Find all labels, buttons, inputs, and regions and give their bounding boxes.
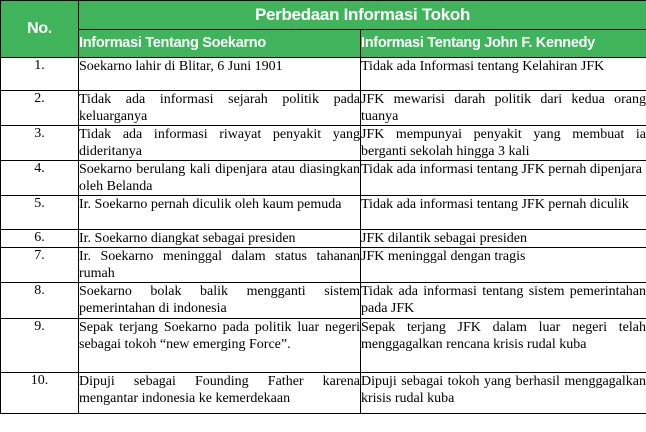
row-number: 6. [1,230,79,248]
soekarno-info-cell: Tidak ada informasi riwayat penyakit yang dideritanya [79,127,360,159]
header-row-top [1,1,646,30]
jfk-info-cell: JFK meninggal dengan tragis [361,248,646,283]
row-number: 1. [1,58,79,91]
soekarno-info-cell: Soekarno lahir di Blitar, 6 Juni 1901 [79,58,361,91]
soekarno-info-cell: Dipuji sebagai Founding Father karena mengantar indonesia ke kemerdekaan [79,373,361,414]
jfk-info-cell: Tidak ada informasi tentang JFK pernah dipenjara [361,161,646,196]
table-row [1,373,646,414]
jfk-info-cell: Dipuji sebagai tokoh yang berhasil menggagalkan krisis rudal kuba [361,373,646,414]
row-number: 7. [1,248,79,283]
soekarno-info-cell: Sepak terjang Soekarno pada politik luar negeri sebagai tokoh “new emerging Force”. [79,319,361,373]
row-number: 8. [1,283,79,319]
table-row [1,196,646,230]
table-row [1,248,646,283]
row-number: 4. [1,161,79,196]
column-header-soekarno: Informasi Tentang Soekarno [79,29,361,58]
jfk-info-cell: Sepak terjang JFK dalam luar negeri telah menggagalkan rencana krisis rudal kuba [361,319,646,373]
row-number: 9. [1,319,79,373]
jfk-info-cell: Tidak ada Informasi tentang Kelahiran JFK [361,58,646,91]
column-header-no: No. [1,1,79,58]
jfk-info-cell: JFK mewarisi darah politik dari kedua orang tuanya [361,92,646,124]
soekarno-info-cell: Tidak ada informasi sejarah politik pada keluarganya [79,92,360,124]
soekarno-info-cell: Soekarno berulang kali dipenjara atau diasingkan oleh Belanda [79,162,360,194]
soekarno-info-cell: Ir. Soekarno meninggal dalam status tahanan rumah [79,249,360,281]
jfk-info-cell: JFK mempunyai penyakit yang membuat ia berganti sekolah hingga 3 kali [361,127,646,159]
table-row [1,58,646,91]
row-number: 3. [1,126,79,161]
soekarno-info-cell: Ir. Soekarno pernah diculik oleh kaum pemuda [79,196,361,230]
table-title: Perbedaan Informasi Tokoh [79,1,646,30]
jfk-info-cell: Tidak ada informasi tentang JFK pernah diculik [361,196,646,230]
soekarno-info-cell: Soekarno bolak balik mengganti sistem pemerintahan di indonesia [79,283,361,319]
jfk-info-cell: JFK dilantik sebagai presiden [361,230,646,248]
soekarno-info-cell: Ir. Soekarno diangkat sebagai presiden [79,230,361,248]
header-row-sub [1,29,646,58]
jfk-info-cell: Tidak ada informasi tentang sistem pemerintahan pada JFK [361,283,646,319]
table-row [1,161,646,196]
table-row [1,283,646,319]
table-row [1,126,646,161]
table-row [1,230,646,248]
table-row [1,91,646,126]
row-number: 10. [1,373,79,414]
table-row [1,319,646,373]
column-header-jfk: Informasi Tentang John F. Kennedy [361,29,646,58]
row-number: 5. [1,196,79,230]
row-number: 2. [1,91,79,126]
